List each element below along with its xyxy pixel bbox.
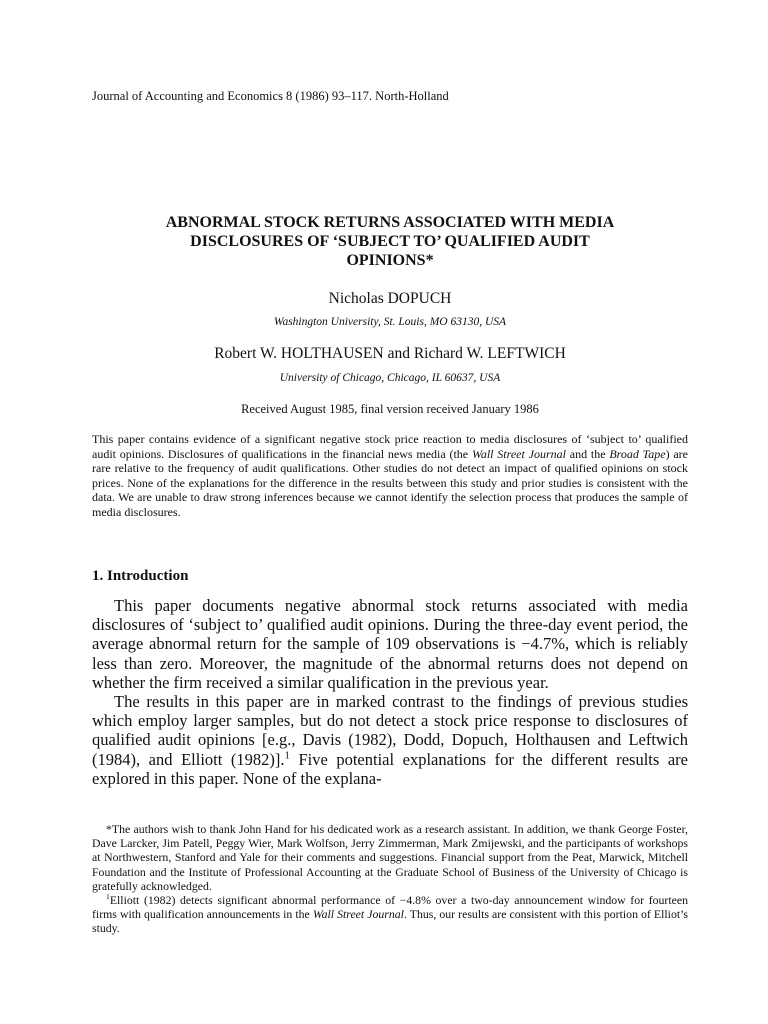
author-name-2: Robert W. HOLTHAUSEN and Richard W. LEFTWICH — [214, 345, 566, 362]
abstract-text-2: and the — [565, 446, 610, 461]
footnote-1-wsj: Wall Street Journal — [312, 907, 404, 922]
received-date: Received August 1985, final version received January 1986 — [241, 402, 539, 416]
footnote-star: *The authors wish to thank John Hand for his dedicated work as a research assistant. In addition, we thank George Foster, Dave Larcker, Jim Patell, Peggy Wier, Mark Wolfson, Jerry Zimmerman, Mark Zmijewski, and the participants of workshops at Northwestern, Stanford and Yale for their comments and suggestions. Financial support from the Peat, Marwick, Mitchell Foundation and the Institute of Professional Accounting at the Graduate School of Business of the University of Chicago is gratefully acknowledged. — [92, 822, 688, 893]
abstract-text-1: This paper contains evidence of a significant negative stock price reaction to media disclosures of ‘subject to’ qualified audit opinions. Disclosures of qualifications in the financial news media (the — [92, 432, 688, 461]
section-heading: 1. Introduction — [92, 568, 189, 584]
footnote-1-text-1: Elliott (1982) detects significant abnormal performance of −4.8% over a two-day announcement window for fourteen firms with qualification announcements in the — [92, 893, 688, 922]
author-affiliation-1: Washington University, St. Louis, MO 63130, USA — [273, 316, 507, 328]
abstract-broad-tape: Broad Tape — [609, 446, 666, 461]
abstract — [92, 432, 688, 520]
article-title — [92, 213, 688, 270]
paragraph-2-text-1: The results in this paper are in marked contrast to the findings of previous studies which employ larger samples, but do not detect a stock price response to disclosures of qualified audit opinions [e.g., Davis (1982), Dodd, Dopuch, Holthausen and Leftwich (1984), and Elliott (1982)]. — [92, 692, 688, 769]
title-line-2: DISCLOSURES OF ‘SUBJECT TO’ QUALIFIED AUDIT — [190, 233, 590, 250]
footnote-1 — [92, 893, 688, 936]
journal-reference: Journal of Accounting and Economics 8 (1986) 93–117. North-Holland — [92, 89, 449, 103]
abstract-text-3: ) are rare relative to the frequency of audit qualifications. Other studies do not detect an impact of qualified opinions on stock prices. None of the explanations for the difference in the results between this study and prior studies is consistent with the data. We are unable to draw strong inferences because we cannot identify the selection process that produces the sample of media disclosures. — [92, 446, 688, 519]
footnote-1-marker: 1 — [106, 892, 110, 902]
author-name-1: Nicholas DOPUCH — [328, 290, 452, 307]
paragraph-1: This paper documents negative abnormal stock returns associated with media disclosures of ‘subject to’ qualified audit opinions. During the three-day event period, the average abnormal return for the sample of 109 observations is −4.7%, which is reliably less than zero. Moreover, the magnitude of the abnormal returns does not depend on whether the firm received a similar qualification in the previous year. — [92, 596, 688, 692]
paragraph-2-text-2: Five potential explanations for the different results are explored in this paper. None of the explana- — [92, 749, 689, 788]
footnote-1-text-2: . Thus, our results are consistent with this portion of Elliot’s study. — [92, 907, 689, 936]
footnotes — [92, 822, 688, 936]
author-affiliation-2: University of Chicago, Chicago, IL 60637, USA — [279, 372, 501, 384]
introduction-body — [92, 596, 688, 788]
footnote-ref-1: 1 — [284, 749, 290, 762]
title-line-1: ABNORMAL STOCK RETURNS ASSOCIATED WITH MEDIA — [165, 214, 615, 231]
title-line-3: OPINIONS* — [346, 252, 434, 269]
paragraph-2 — [92, 692, 688, 788]
abstract-wsj: Wall Street Journal — [471, 446, 566, 461]
